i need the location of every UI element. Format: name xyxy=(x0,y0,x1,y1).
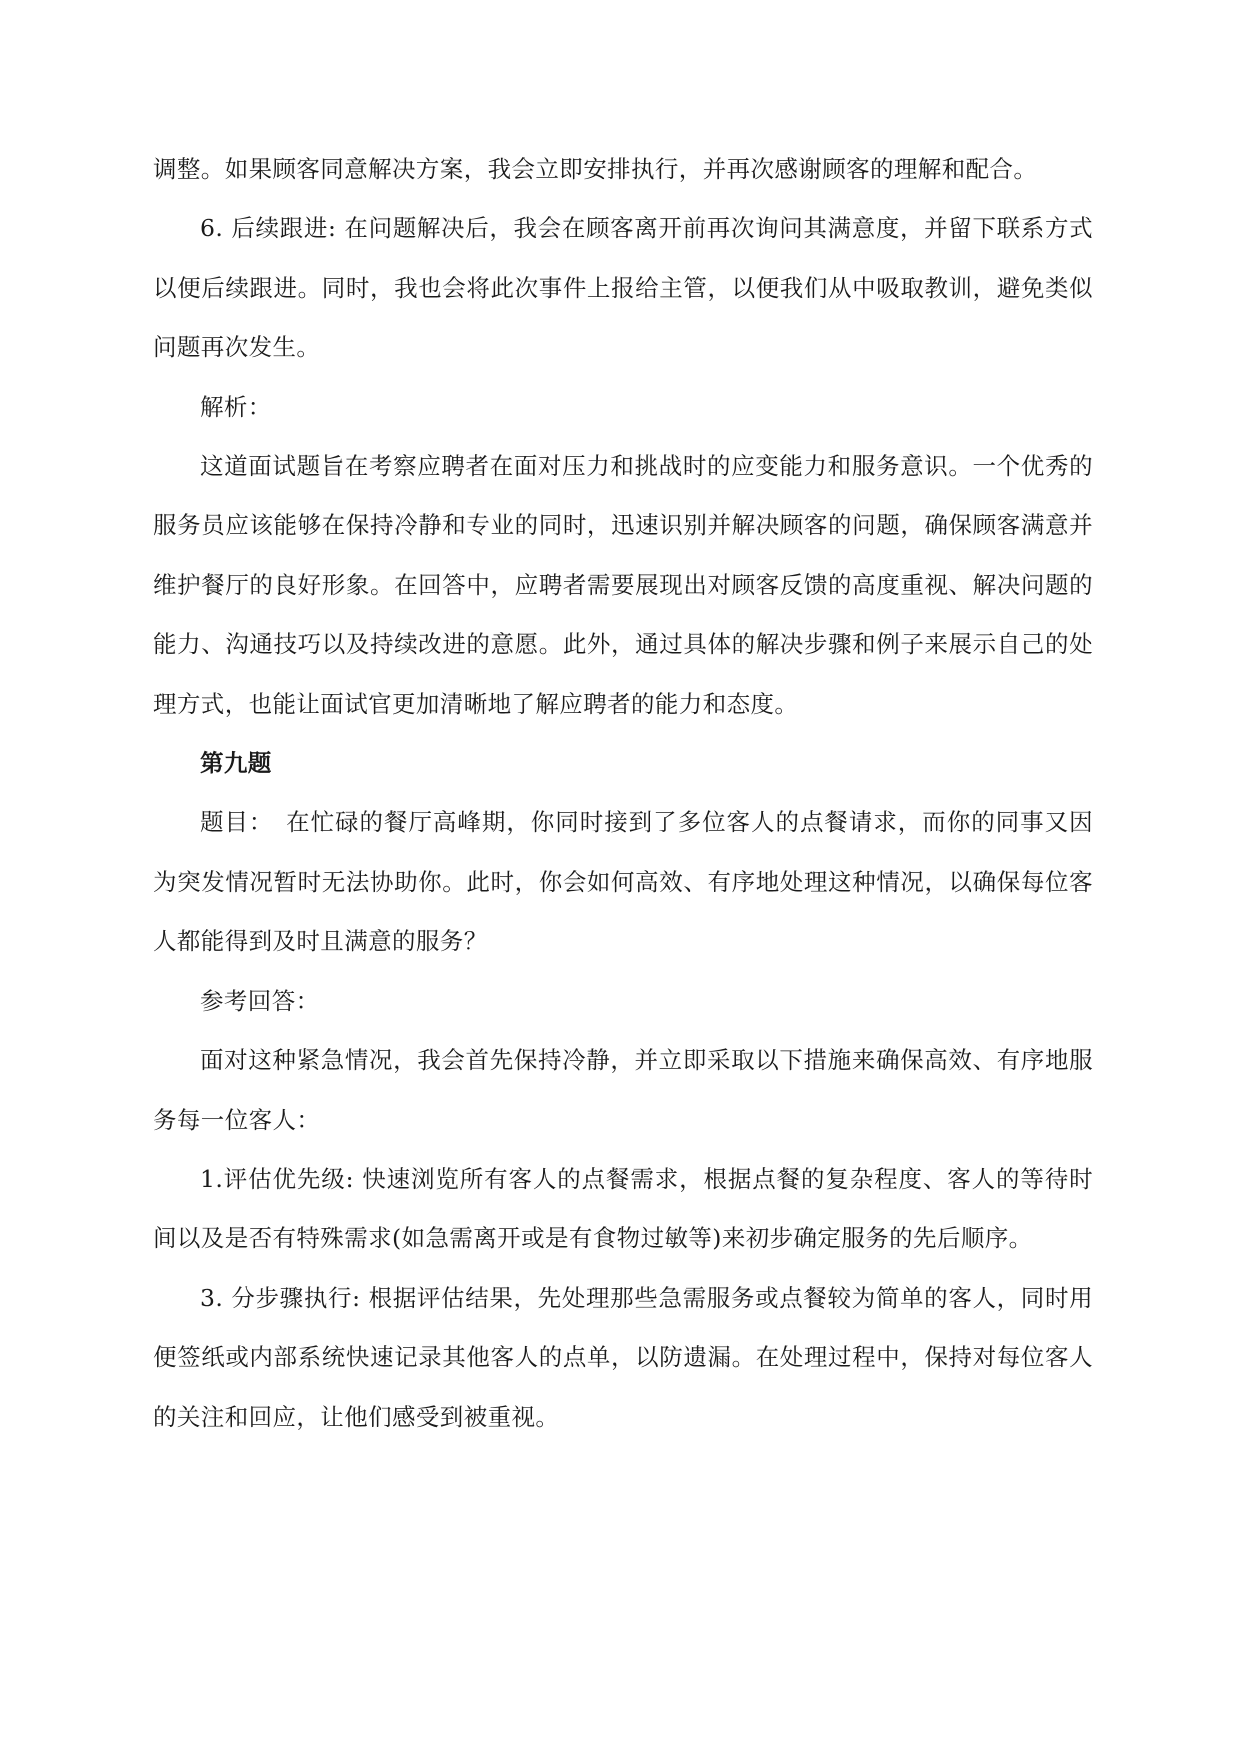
paragraph-reference-answer-label: 参考回答： xyxy=(200,986,320,1015)
paragraph-answer-intro: 面对这种紧急情况，我会首先保持冷静，并立即采取以下措施来确保高效、有序地服务每一位客人： xyxy=(153,1046,1093,1134)
paragraph-question-prompt: 题目： 在忙碌的餐厅高峰期，你同时接到了多位客人的点餐请求，而你的同事又因为突发情况暂时无法协助你。此时，你会如何高效、有序地处理这种情况，以确保每位客人都能得到及时且满意的服务？ xyxy=(153,808,1093,956)
paragraph-step-execute: 3. 分步骤执行: 根据评估结果，先处理那些急需服务或点餐较为简单的客人，同时用便签纸或内部系统快速记录其他客人的点单，以防遗漏。在处理过程中，保持对每位客人的关注和回应，让他们感受到被重视。 xyxy=(153,1283,1093,1431)
paragraph-follow-up: 6. 后续跟进: 在问题解决后，我会在顾客离开前再次询问其满意度，并留下联系方式以便后续跟进。同时，我也会将此次事件上报给主管，以便我们从中吸取教训，避免类似问题再次发生。 xyxy=(153,214,1093,362)
document-page xyxy=(153,140,1093,1447)
paragraph-step-priority: 1.评估优先级: 快速浏览所有客人的点餐需求，根据点餐的复杂程度、客人的等待时间以及是否有特殊需求(如急需离开或是有食物过敏等)来初步确定服务的先后顺序。 xyxy=(153,1164,1093,1253)
question-nine-heading: 第九题 xyxy=(200,749,272,778)
paragraph-analysis-label: 解析： xyxy=(200,392,272,421)
paragraph-analysis-body: 这道面试题旨在考察应聘者在面对压力和挑战时的应变能力和服务意识。一个优秀的服务员应该能够在保持冷静和专业的同时，迅速识别并解决顾客的问题，确保顾客满意并维护餐厅的良好形象。在回答中，应聘者需要展现出对顾客反馈的高度重视、解决问题的能力、沟通技巧以及持续改进的意愿。此外，通过具体的解决步骤和例子来展示自己的处理方式，也能让面试官更加清晰地了解应聘者的能力和态度。 xyxy=(153,452,1093,718)
paragraph-resolution-continued: 调整。如果顾客同意解决方案，我会立即安排执行，并再次感谢顾客的理解和配合。 xyxy=(153,155,1038,183)
